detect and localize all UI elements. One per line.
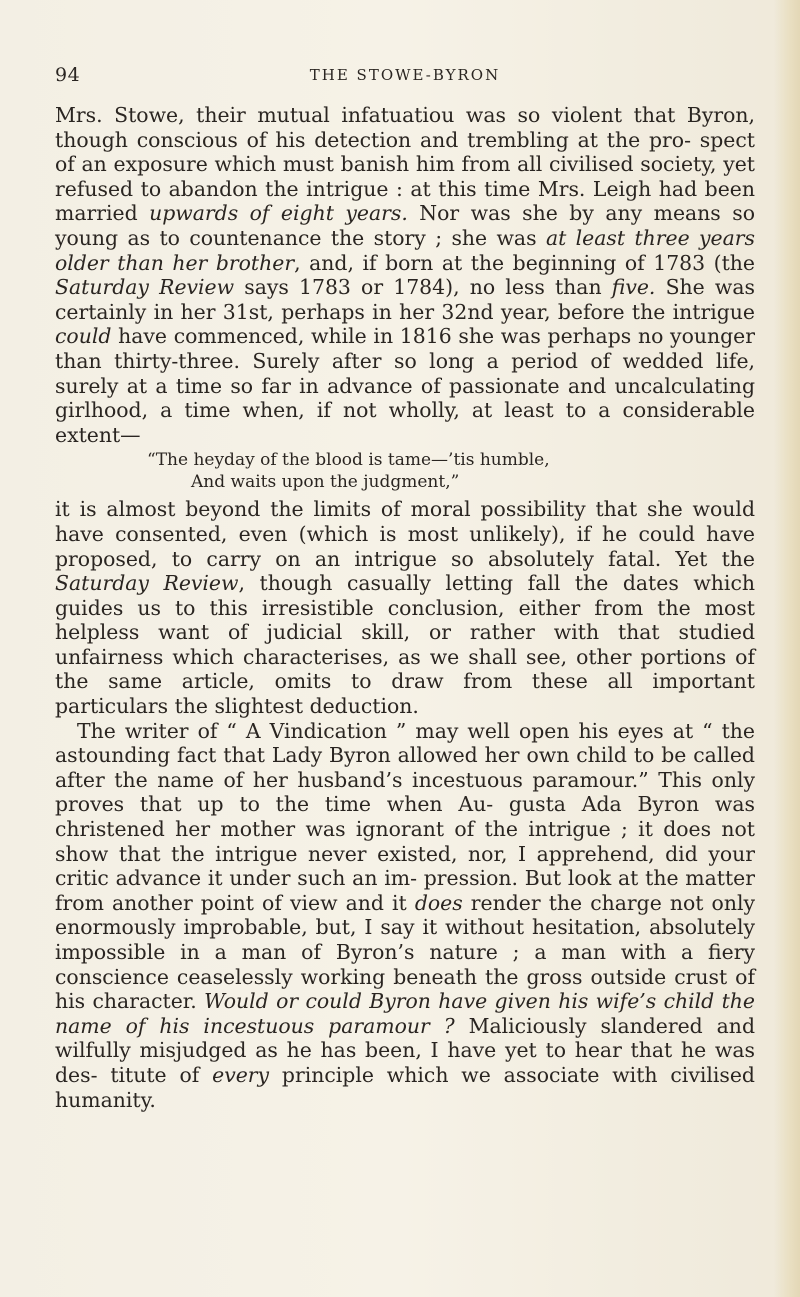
body-text (55, 103, 755, 1112)
page-header (55, 64, 755, 88)
running-head: THE STOWE-BYRON (309, 66, 501, 84)
paragraph-2: it is almost beyond the limits of moral possibility that she would have consented, even (which is most unlikely), if he could have proposed, to carry on an intrigue so absolutely fatal. Yet the Saturday Review, though casually letting fall the dates which guides us to this irresistible conclusion, either from the most helpless want of judicial skill, or rather with that studied unfairness which characterises, as we shall see, other portions of the same article, omits to draw from these all important particulars the slightest deduction. (55, 497, 755, 719)
paragraph-1: Mrs. Stowe, their mutual infatuatiou was so violent that Byron, though conscious of his detection and trembling at the pro- spect of an exposure which must banish him from all civilised society, yet refused to abandon the intrigue : at this time Mrs. Leigh had been married upwards of eight years. Nor was she by any means so young as to countenance the story ; she was at least three years older than her brother, and, if born at the beginning of 1783 (the Saturday Review says 1783 or 1784), no less than five. She was certainly in her 31st, perhaps in her 32nd year, before the intrigue could have commenced, while in 1816 she was perhaps no younger than thirty-three. Surely after so long a period of wedded life, surely at a time so far in advance of passionate and uncalculating girlhood, a time when, if not wholly, at least to a considerable extent— (55, 103, 755, 447)
paragraph-3: The writer of “ A Vindication ” may well open his eyes at “ the astounding fact that Lady Byron allowed her own child to be called after the name of her husband’s incestuous paramour.” This only proves that up to the time when Au- gusta Ada Byron was christened her mother was ignorant of the intrigue ; it does not show that the intrigue never existed, nor, I apprehend, did your critic advance it under such an im- pression. But look at the matter from another point of view and it does render the charge not only enormously improbable, but, I say it without hesitation, absolutely impossible in a man of Byron’s nature ; a man with a fiery conscience ceaselessly working beneath the gross outside crust of his character. Would or could Byron have given his wife’s child the name of his incestuous paramour ? Maliciously slandered and wilfully misjudged as he has been, I have yet to hear that he was des- titute of every principle which we associate with civilised humanity. (55, 718, 755, 1112)
block-quote (55, 449, 755, 493)
page-number: 94 (55, 64, 81, 86)
page-edge-shadow (774, 0, 800, 1297)
quote-line-1: “The heyday of the blood is tame—’tis humble, (147, 450, 550, 471)
quote-line-2: And waits upon the judgment,” (191, 472, 460, 493)
